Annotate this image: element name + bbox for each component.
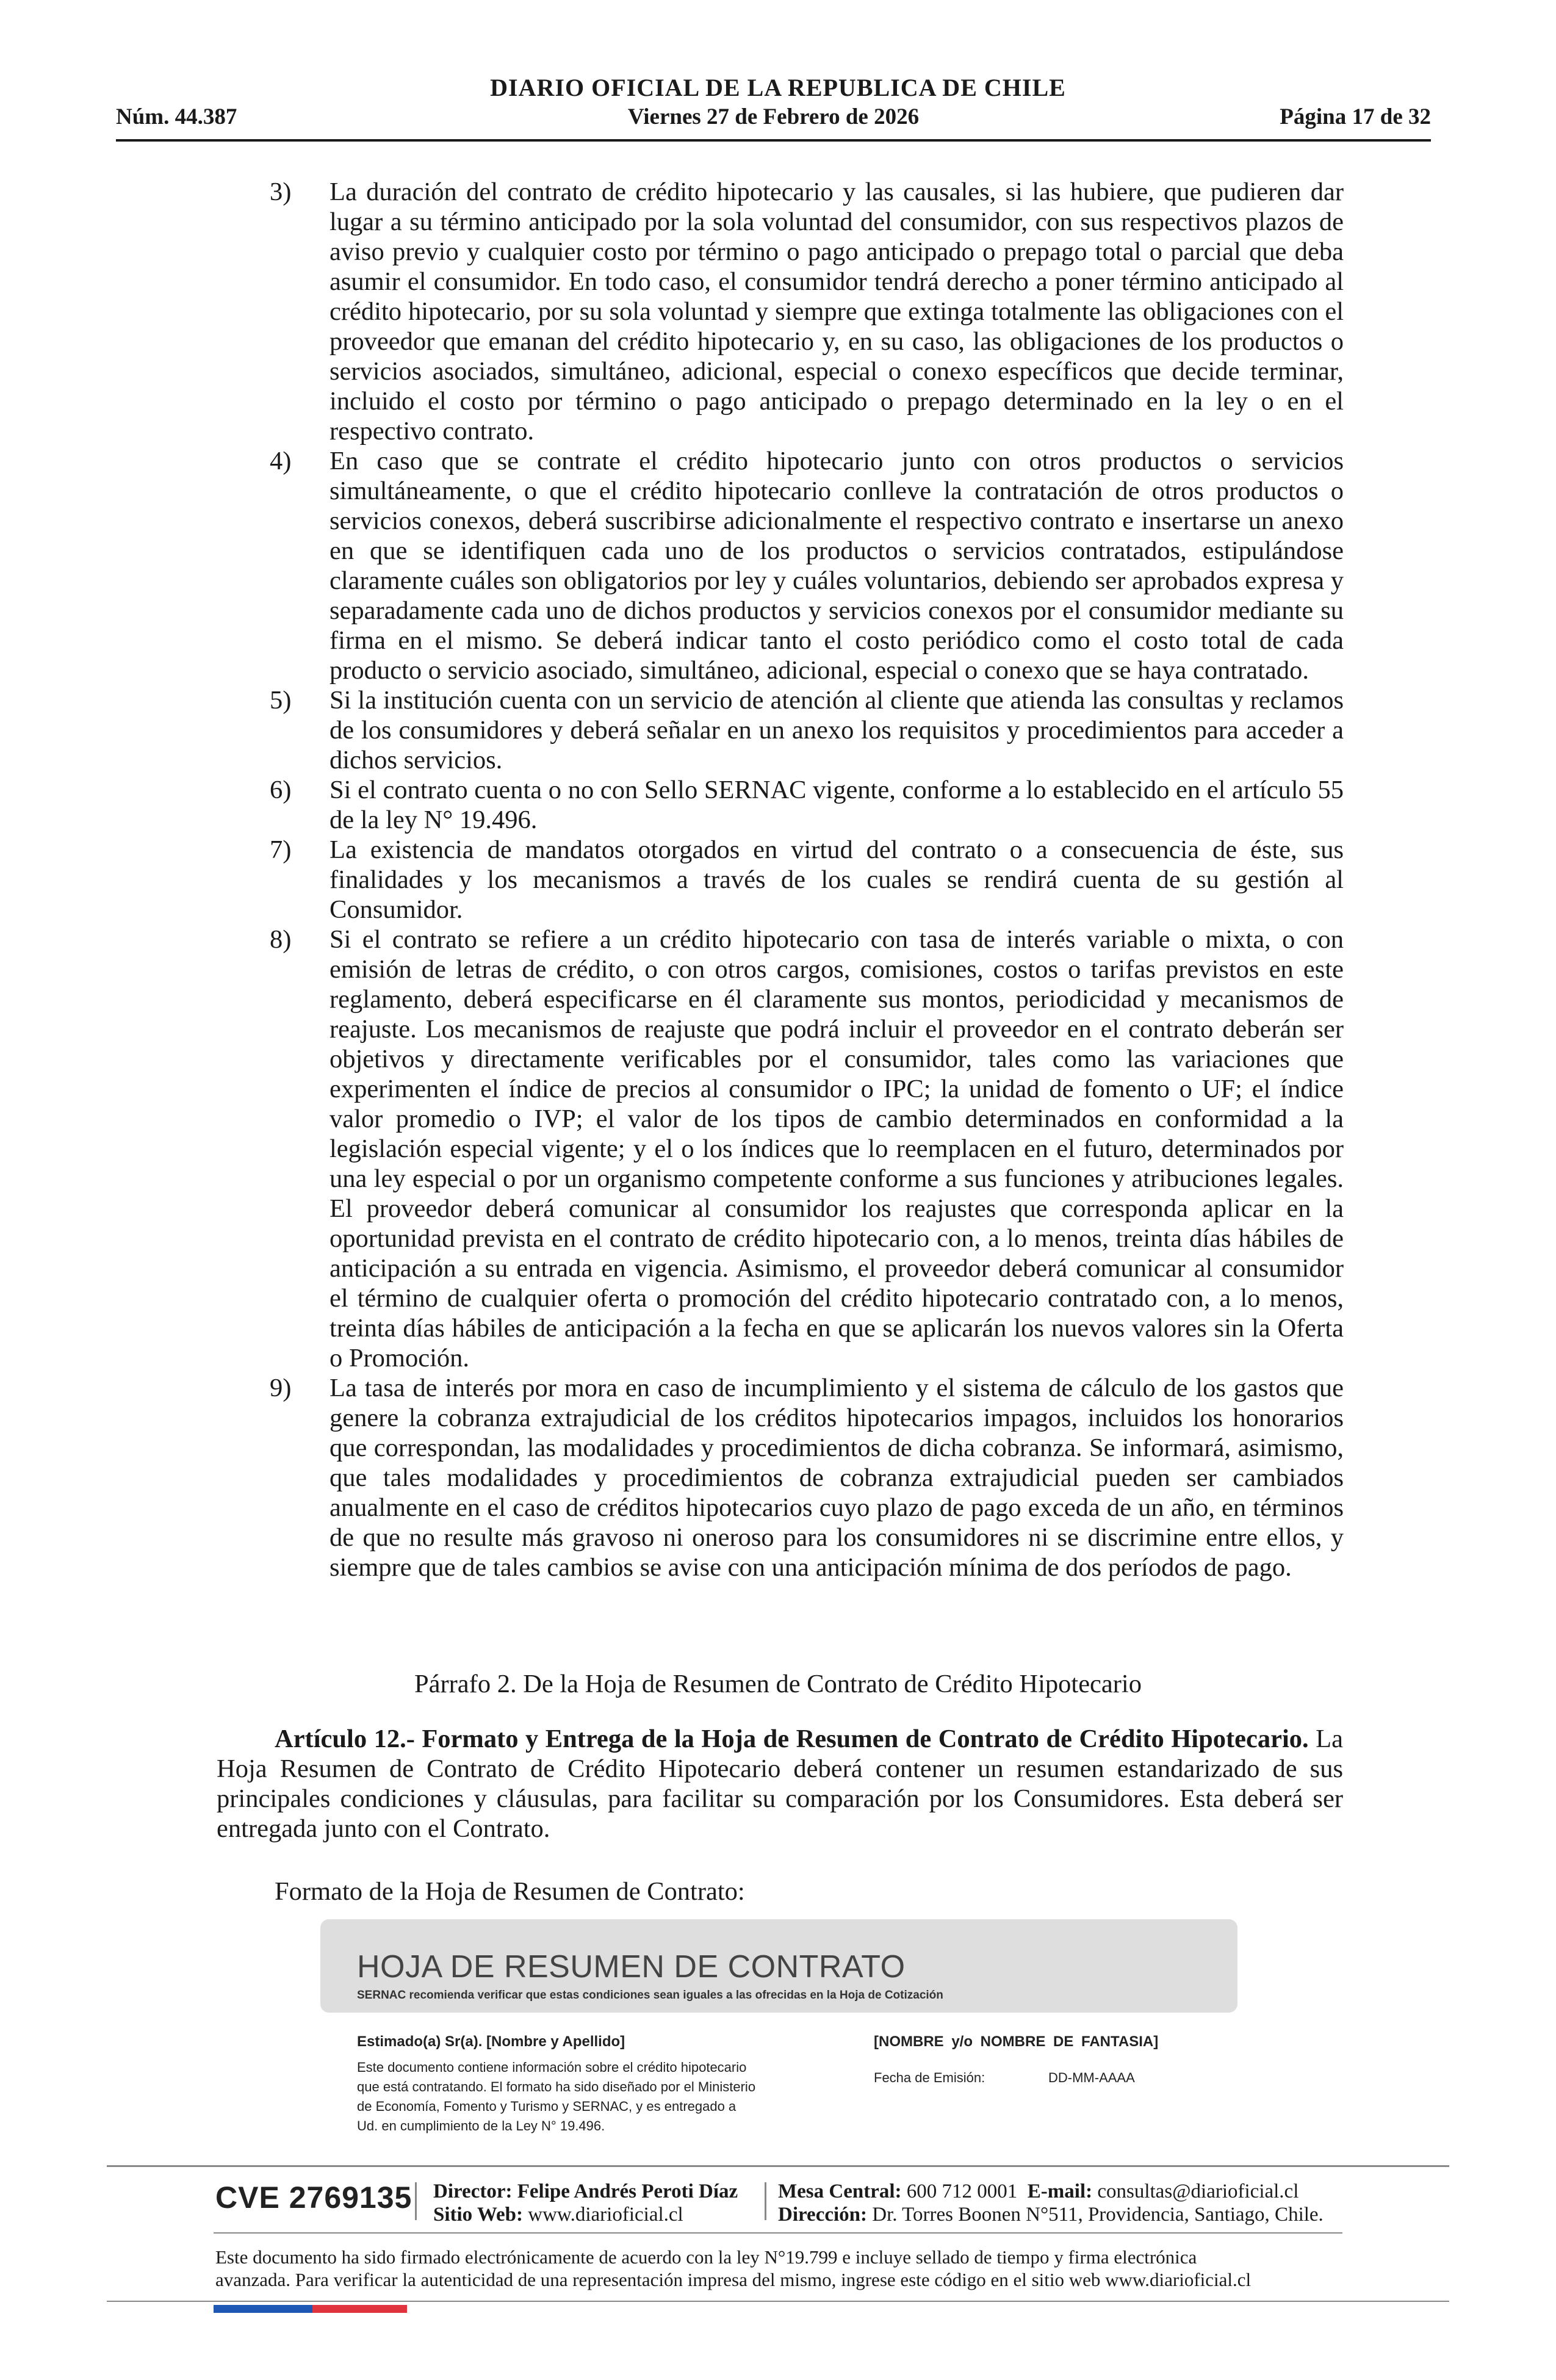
list-item-text: La duración del contrato de crédito hipotecario y las causales, si las hubiere, que pudieren dar lugar a su término anticipado por la sola voluntad del consumidor, con sus respectivos plazos de aviso previo y cualquier costo por término o pago anticipado o prepago total o parcial que deba asumir el consumidor. En todo caso, el consumidor tendrá derecho a poner término anticipado al crédito hipotecario, por su sola voluntad y siempre que extinga totalmente las obligaciones con el proveedor que emanan del crédito hipotecario y, en su caso, las obligaciones de los productos o servicios asociados, simultáneo, adicional, especial o conexo específicos que decide terminar, incluido el costo por término o pago anticipado o prepago determinado en la ley o en el respectivo contrato.	[330, 178, 1344, 445]
director-name: Felipe Andrés Peroti Díaz	[517, 2180, 738, 2202]
list-item	[270, 1373, 1344, 1582]
list-item-number: 4)	[270, 447, 292, 475]
list-item	[270, 177, 1344, 446]
form-intro-line: que está contratando. El formato ha sido diseñado por el Ministerio	[357, 2079, 756, 2094]
newspaper-title: DIARIO OFICIAL DE LA REPUBLICA DE CHILE	[490, 74, 1066, 101]
summary-form-subtitle: SERNAC recomienda verificar que estas condiciones sean iguales a las ofrecidas en la Hoja de Cotización	[357, 1989, 943, 2002]
numbered-list	[270, 177, 1344, 1582]
issue-date-label: Fecha de Emisión:	[874, 2070, 985, 2085]
flag-stripe-blue	[214, 2305, 312, 2313]
footer-contact-block	[778, 2180, 1324, 2226]
format-label: Formato de la Hoja de Resumen de Contrato:	[275, 1877, 745, 1906]
list-item	[270, 925, 1344, 1373]
footer-separator	[765, 2182, 766, 2220]
director-label: Director:	[433, 2180, 513, 2202]
address-label: Dirección:	[778, 2204, 868, 2226]
signature-line: avanzada. Para verificar la autenticidad de una representación impresa del mismo, ingrese este código en el sitio web www.diarioficial.cl	[215, 2269, 1252, 2290]
list-item-text: Si la institución cuenta con un servicio de atención al cliente que atienda las consultas y reclamos de los consumidores y deberá señalar en un anexo los requisitos y procedimientos para acceder a dichos servicios.	[330, 686, 1344, 774]
list-item	[270, 685, 1344, 775]
article-title: Artículo 12.- Formato y Entrega de la Hoja de Resumen de Contrato de Crédito Hipotecario.	[275, 1725, 1309, 1753]
list-item-number: 6)	[270, 776, 292, 804]
signature-line: Este documento ha sido firmado electrónicamente de acuerdo con la ley N°19.799 e incluye sellado de tiempo y firma electrónica	[215, 2246, 1197, 2268]
list-item	[270, 835, 1344, 925]
list-item-number: 7)	[270, 835, 292, 864]
footer-divider	[107, 2165, 1449, 2167]
list-item-text: La tasa de interés por mora en caso de incumplimiento y el sistema de cálculo de los gastos que genere la cobranza extrajudicial de los créditos hipotecarios impagos, incluidos los honorarios que correspondan, las modalidades y procedimientos de dicha cobranza. Se informará, asimismo, que tales modalidades y procedimientos de cobranza extrajudicial pueden ser cambiados anualmente en el caso de créditos hipotecarios cuyo plazo de pago exceda de un año, en términos de que no resulte más gravoso ni oneroso para los consumidores ni se discrimine entre ellos, y siempre que de tales cambios se avise con una anticipación mínima de dos períodos de pago.	[330, 1374, 1344, 1582]
summary-form-header	[320, 1919, 1237, 2013]
list-item-number: 3)	[270, 178, 292, 206]
footer-divider	[214, 2232, 1342, 2234]
list-item-number: 9)	[270, 1374, 292, 1402]
form-intro	[357, 2058, 784, 2136]
issue-date-value: DD-MM-AAAA	[1048, 2070, 1135, 2085]
form-intro-line: Este documento contiene información sobre el crédito hipotecario	[357, 2060, 747, 2075]
list-item	[270, 446, 1344, 685]
article-12	[217, 1724, 1343, 1844]
footer-separator	[415, 2182, 417, 2220]
flag-stripe-red	[312, 2305, 407, 2313]
list-item	[270, 775, 1344, 835]
list-item-number: 8)	[270, 925, 292, 954]
email-label: E-mail:	[1027, 2180, 1093, 2202]
web-label: Sitio Web:	[433, 2204, 524, 2226]
section-heading: Párrafo 2. De la Hoja de Resumen de Contrato de Crédito Hipotecario	[414, 1670, 1142, 1698]
signature-notice	[215, 2246, 1344, 2291]
summary-form-title: HOJA DE RESUMEN DE CONTRATO	[357, 1949, 906, 1985]
list-item-text: En caso que se contrate el crédito hipotecario junto con otros productos o servicios simultáneamente, o que el crédito hipotecario conlleve la contratación de otros productos o servicios conexos, deberá suscribirse adicionalmente el respectivo contrato e insertarse un anexo en que se identifiquen cada uno de los productos o servicios contratados, estipulándose claramente cuáles son obligatorios por ley y cuáles voluntarios, debiendo ser aprobados expresa y separadamente cada uno de dichos productos y servicios conexos por el consumidor mediante su firma en el mismo. Se deberá indicar tanto el costo periódico como el costo total de cada producto o servicio asociado, simultáneo, adicional, especial o conexo que se haya contratado.	[330, 447, 1344, 685]
issue-date: Viernes 27 de Febrero de 2026	[627, 104, 920, 129]
form-greeting: Estimado(a) Sr(a). [Nombre y Apellido]	[357, 2033, 625, 2050]
cve-code: CVE 2769135	[215, 2180, 412, 2215]
address-value: Dr. Torres Boonen N°511, Providencia, Santiago, Chile.	[872, 2204, 1324, 2226]
phone-value: 600 712 0001	[906, 2180, 1018, 2202]
phone-label: Mesa Central:	[778, 2180, 902, 2202]
provider-name: [NOMBRE y/o NOMBRE DE FANTASIA]	[874, 2033, 1159, 2050]
form-intro-line: Ud. en cumplimiento de la Ley N° 19.496.	[357, 2118, 605, 2133]
footer-director-block	[433, 2180, 738, 2226]
web-link[interactable]: www.diarioficial.cl	[528, 2204, 683, 2226]
list-item-text: La existencia de mandatos otorgados en virtud del contrato o a consecuencia de éste, sus finalidades y los mecanismos a través de los cuales se rendirá cuenta de su gestión al Consumidor.	[330, 835, 1344, 924]
header-divider	[116, 139, 1431, 142]
page-number: Página 17 de 32	[1280, 104, 1431, 129]
issue-number: Núm. 44.387	[116, 104, 237, 129]
email-link[interactable]: consultas@diarioficial.cl	[1097, 2180, 1299, 2202]
list-item-number: 5)	[270, 686, 292, 715]
form-intro-line: de Economía, Fomento y Turismo y SERNAC, y es entregado a	[357, 2099, 737, 2114]
article-body: La Hoja Resumen de Contrato de Crédito Hipotecario deberá contener un resumen estandarizado de sus principales condiciones y cláusulas, para facilitar su comparación por los Consumidores. Esta deberá ser entregada junto con el Contrato.	[217, 1725, 1343, 1843]
footer-divider	[107, 2301, 1449, 2302]
list-item-text: Si el contrato cuenta o no con Sello SERNAC vigente, conforme a lo establecido en el artículo 55 de la ley N° 19.496.	[330, 776, 1344, 834]
list-item-text: Si el contrato se refiere a un crédito hipotecario con tasa de interés variable o mixta, o con emisión de letras de crédito, o con otros cargos, comisiones, costos o tarifas previstos en este reglamento, deberá especificarse en él claramente sus montos, periodicidad y mecanismos de reajuste. Los mecanismos de reajuste que podrá incluir el proveedor en el contrato deberán ser objetivos y directamente verificables por el consumidor, tales como las variaciones que experimenten el índice de precios al consumidor o IPC; la unidad de fomento o UF; el índice valor promedio o IVP; el valor de los tipos de cambio determinados en conformidad a la legislación especial vigente; y el o los índices que lo reemplacen en el futuro, determinados por una ley especial o por un organismo competente conforme a sus funciones y atribuciones legales. El proveedor deberá comunicar al consumidor los reajustes que corresponda aplicar en la oportunidad prevista en el contrato de crédito hipotecario con, a lo menos, treinta días hábiles de anticipación a su entrada en vigencia. Asimismo, el proveedor deberá comunicar al consumidor el término de cualquier oferta o promoción del crédito hipotecario contratado con, a lo menos, treinta días hábiles de anticipación a la fecha en que se aplicarán los nuevos valores sin la Oferta o Promoción.	[330, 925, 1344, 1372]
